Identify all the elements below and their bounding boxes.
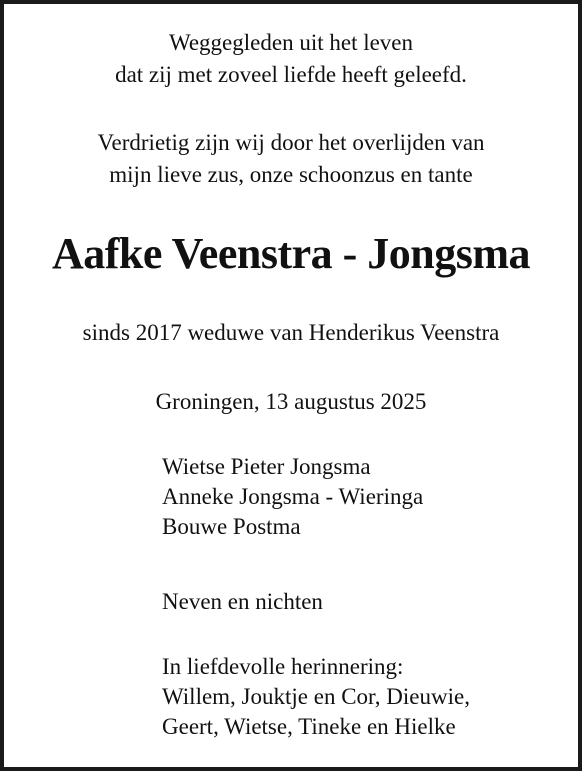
remembrance-heading: In liefdevolle herinnering: <box>162 654 404 679</box>
widow-line: sinds 2017 weduwe van Henderikus Veenstra <box>82 320 500 345</box>
family-member: Anneke Jongsma - Wieringa <box>162 484 424 509</box>
remembrance-names: Willem, Jouktje en Cor, Dieuwie, <box>162 684 470 709</box>
family-member: Wietse Pieter Jongsma <box>162 454 371 479</box>
deceased-name: Aafke Veenstra - Jongsma <box>51 229 531 278</box>
remembrance-block <box>162 652 470 742</box>
announcement-line-2: mijn lieve zus, onze schoonzus en tante <box>109 162 473 187</box>
opening-line-1: Weggegleden uit het leven <box>168 30 414 55</box>
family-list <box>162 452 423 542</box>
announcement-line-1: Verdrietig zijn wij door het overlijden van <box>97 130 485 155</box>
relatives-line <box>162 587 323 617</box>
family-member: Bouwe Postma <box>162 514 301 539</box>
place-date: Groningen, 13 augustus 2025 <box>155 389 427 414</box>
opening-line-2: dat zij met zoveel liefde heeft geleefd. <box>115 62 467 87</box>
relatives-text: Neven en nichten <box>162 589 323 614</box>
remembrance-names: Geert, Wietse, Tineke en Hielke <box>162 714 456 739</box>
